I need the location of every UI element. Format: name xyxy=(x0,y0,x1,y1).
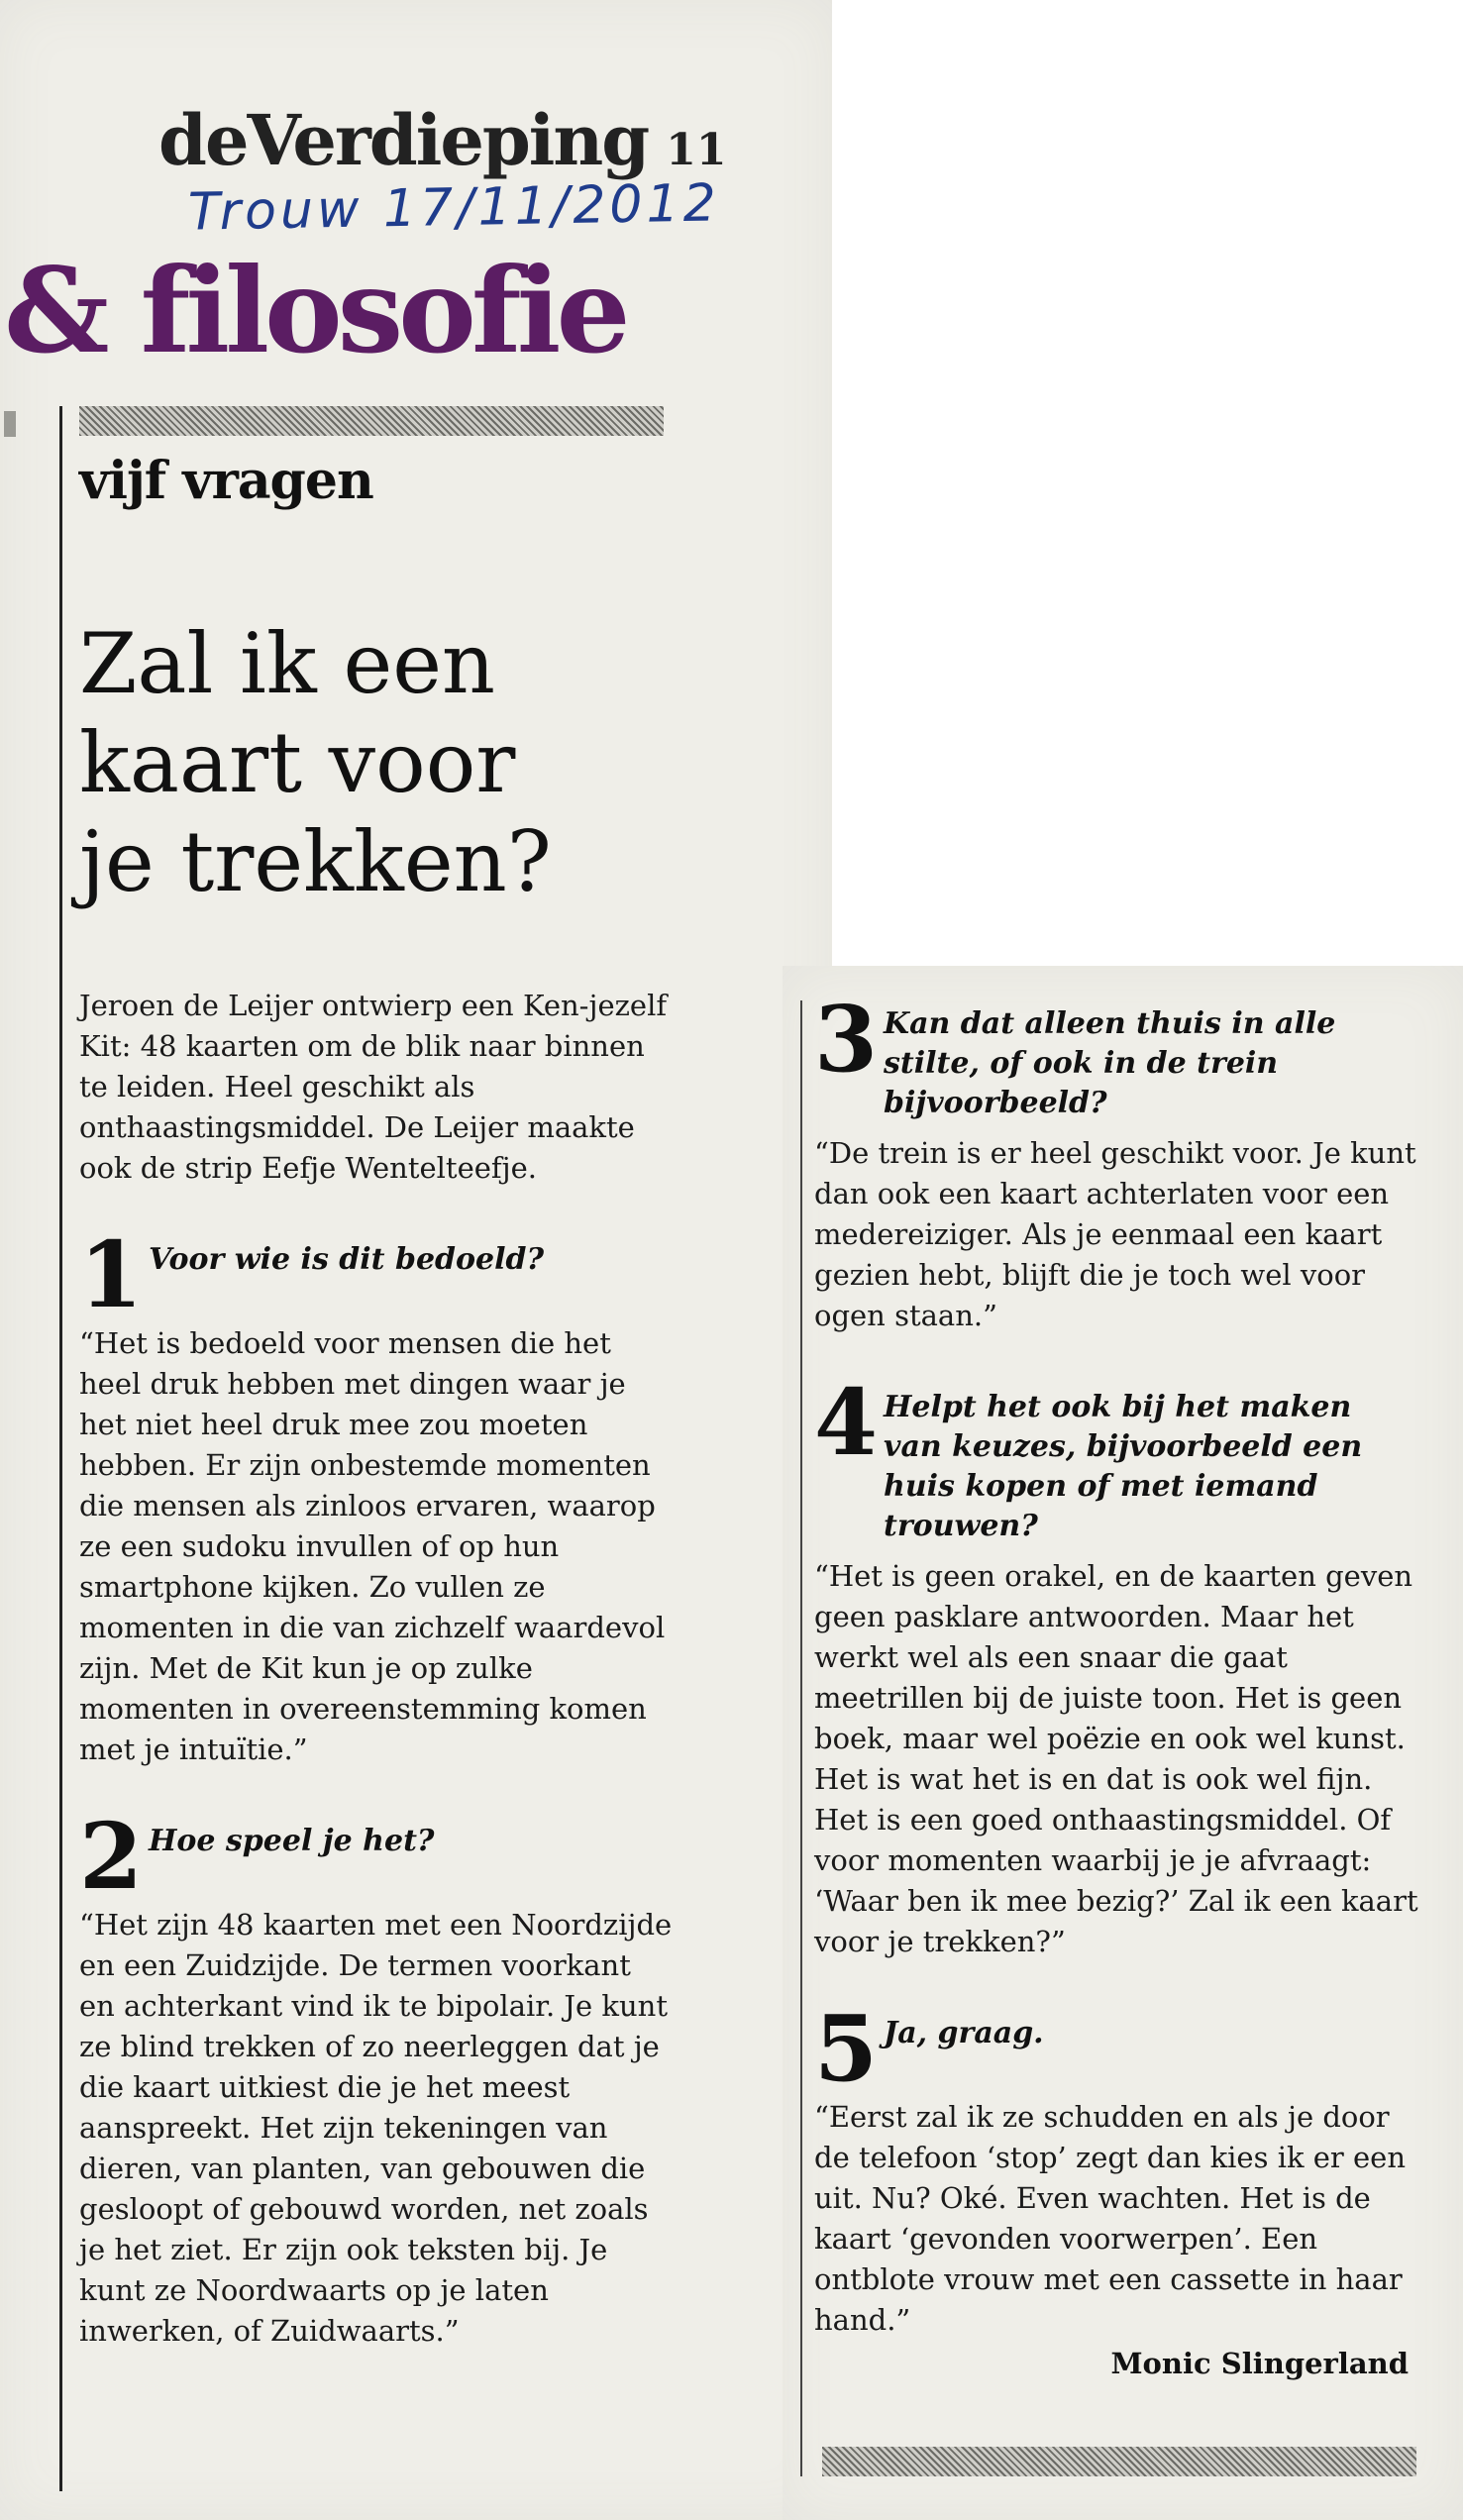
answer-text-4: “Het is geen orakel, en de kaarten geven geen pasklare antwoorden. Maar het werkt wel als een snaar die gaat meetrillen bij de juiste toon. Het is geen boek, maar wel poëzie en ook wel kunst. Het is wat het is en dat is ook wel fijn. Het is een goed onthaastingsmiddel. Of voor momenten waarbij je je afvraagt: ‘Waar ben ik mee bezig?’ Zal ik een kaart voor je trekken?” xyxy=(814,1559,1418,1958)
kicker: vijf vragen xyxy=(79,451,373,511)
handwritten-note: Trouw 17/11/2012 xyxy=(187,173,721,243)
question-text-1: Voor wie is dit bedoeld? xyxy=(149,1242,545,1277)
question-text-2: Hoe speel je het? xyxy=(149,1824,435,1858)
hatched-rule-bottom xyxy=(822,2447,1416,2476)
question-number-3: 3 xyxy=(814,986,879,1093)
question-heading-1 xyxy=(79,1221,674,1328)
qa-block-5 xyxy=(814,1995,1418,2341)
question-text-4: Helpt het ook bij het maken van keuzes, bijvoorbeeld een huis kopen of met iemand trouwen? xyxy=(884,1390,1363,1543)
qa-block-2 xyxy=(79,1803,674,2352)
right-column-rule xyxy=(800,1000,802,2476)
qa-block-1 xyxy=(79,1221,674,1770)
qa-block-3 xyxy=(814,986,1418,1336)
section-name: deVerdieping xyxy=(158,99,649,181)
question-text-5: Ja, graag. xyxy=(884,2016,1044,2050)
left-column-rule xyxy=(59,406,62,2491)
headline-line-2: kaart voor xyxy=(79,714,516,811)
column-marker xyxy=(4,411,16,437)
intro-text: Jeroen de Leijer ontwierp een Ken-jezelf Kit: 48 kaarten om de blik naar binnen te leiden. Heel geschikt als onthaastingsmiddel. De Leijer maakte ook de strip Eefje Wentelteefje. xyxy=(79,989,668,1185)
hatched-rule-top xyxy=(79,406,664,436)
question-text-3: Kan dat alleen thuis in alle stilte, of ook in de trein bijvoorbeeld? xyxy=(884,1006,1336,1120)
answer-text-5: “Eerst zal ik ze schudden en als je door de telefoon ‘stop’ zegt dan kies ik er een uit. Nu? Oké. Even wachten. Het is de kaart ‘gevonden voorwerpen’. Een ontblote vrouw met een cassette in haar hand.” xyxy=(814,2100,1407,2337)
question-number-2: 2 xyxy=(79,1803,144,1910)
article-column-left xyxy=(79,986,674,2352)
answer-text-2: “Het zijn 48 kaarten met een Noordzijde en een Zuidzijde. De termen voorkant en achterkant vind ik te bipolair. Je kunt ze blind trekken of zo neerleggen dat je die kaart uitkiest die je het meest aanspreekt. Het zijn tekeningen van dieren, van planten, van gebouwen die gesloopt of gebouwd worden, net zoals je het ziet. Er zijn ook teksten bij. Je kunt ze Noordwaarts op je laten inwerken, of Zuidwaarts.” xyxy=(79,1908,673,2348)
question-number-5: 5 xyxy=(814,1995,879,2102)
headline xyxy=(79,614,634,911)
answer-text-3: “De trein is er heel geschikt voor. Je kunt dan ook een kaart achterlaten voor een medereiziger. Als je eenmaal een kaart gezien hebt, blijft die je toch wel voor ogen staan.” xyxy=(814,1136,1416,1332)
question-heading-3 xyxy=(814,986,1418,1123)
page-number: 11 xyxy=(666,125,727,175)
headline-line-1: Zal ik een xyxy=(79,615,495,712)
question-heading-4 xyxy=(814,1369,1418,1546)
question-number-1: 1 xyxy=(79,1221,144,1328)
qa-block-4 xyxy=(814,1369,1418,1962)
headline-line-3: je trekken? xyxy=(79,813,552,910)
answer-text-1: “Het is bedoeld voor mensen die het heel druk hebben met dingen waar je het niet heel druk mee zou moeten hebben. Er zijn onbestemde momenten die mensen als zinloos ervaren, waarop ze een sudoku invullen of op hun smartphone kijken. Zo vullen ze momenten in die van zichzelf waardevol zijn. Met de Kit kun je op zulke momenten in overeenstemming komen met je intuïtie.” xyxy=(79,1326,666,1766)
page-header xyxy=(158,99,726,181)
byline: Monic Slingerland xyxy=(1110,2347,1409,2380)
question-heading-2 xyxy=(79,1803,674,1910)
question-heading-5 xyxy=(814,1995,1418,2102)
article-column-right xyxy=(814,986,1418,2380)
question-number-4: 4 xyxy=(814,1369,879,1476)
section-title: & filosofie xyxy=(4,242,626,379)
